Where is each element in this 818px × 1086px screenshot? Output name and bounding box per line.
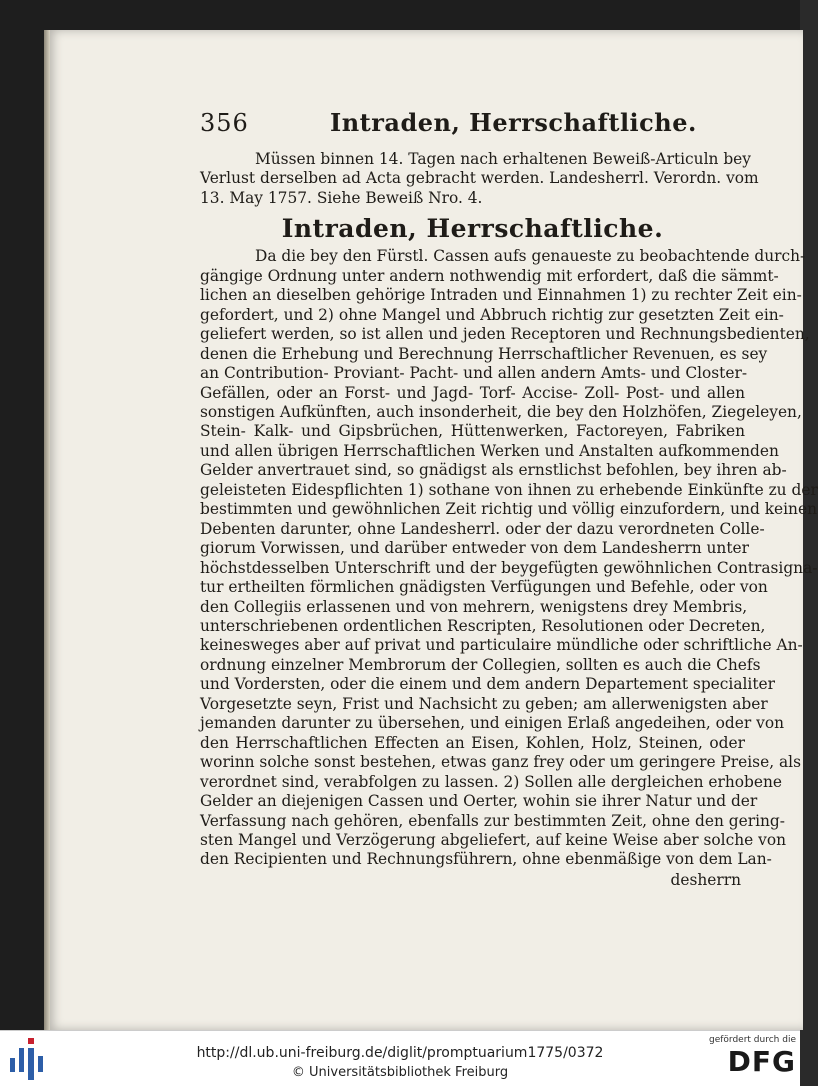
- text-line: Gelder anvertrauet sind, so gnädigst als ernstlichst befohlen, bey ihren ab-: [200, 461, 787, 480]
- text-line: Gefällen, oder an Forst- und Jagd- Torf- Accise- Zoll- Post- und allen: [200, 383, 745, 402]
- dfg-logo-icon: DFG: [727, 1045, 796, 1078]
- copyright-notice: © Universitätsbibliothek Freiburg: [291, 1065, 509, 1080]
- text-line: ordnung einzelner Membrorum der Collegien, sollten es auch die Chefs: [200, 655, 761, 674]
- text-line: höchstdesselben Unterschrift und der beygefügten gewöhnlichen Contrasigna-: [200, 558, 818, 577]
- text-line: tur ertheilten förmlichen gnädigsten Verfügungen und Befehle, oder von: [200, 578, 768, 597]
- text-line: jemanden darunter zu übersehen, und einigen Erlaß angedeihen, oder von: [200, 714, 785, 733]
- text-line: sonstigen Aufkünften, auch insonderheit, die bey den Holzhöfen, Ziegeleyen,: [200, 402, 802, 421]
- text-line: den Collegiis erlassenen und von mehrern, wenigstens drey Membris,: [200, 597, 748, 616]
- text-line: Vorgesetzte seyn, Frist und Nachsicht zu geben; am allerwenigsten aber: [200, 694, 768, 713]
- page-gutter-shadow: [44, 30, 50, 1030]
- text-line: an Contribution- Proviant- Pacht- und allen andern Amts- und Closter-: [200, 364, 748, 383]
- dfg-caption: gefördert durch die: [709, 1035, 796, 1045]
- text-line: den Herrschaftlichen Effecten an Eisen, Kohlen, Holz, Steinen, oder: [200, 733, 745, 752]
- page-text-block: [200, 108, 818, 889]
- text-line: und allen übrigen Herrschaftlichen Werken und Anstalten aufkommenden: [200, 441, 779, 460]
- intro-paragraph: [200, 150, 759, 208]
- text-line: den Recipienten und Rechnungsführern, ohne ebenmäßige von dem Lan-: [200, 850, 772, 869]
- page-header: [200, 108, 745, 140]
- text-line: verordnet sind, verabfolgen zu lassen. 2) Sollen alle dergleichen erhobene: [200, 772, 783, 791]
- body-paragraph: [200, 247, 818, 870]
- text-line: denen die Erhebung und Berechnung Herrschaftlicher Revenuen, es sey: [200, 344, 768, 363]
- text-line: geliefert werden, so ist allen und jeden Receptoren und Rechnungsbedienten,: [200, 325, 810, 344]
- page-number: 356: [200, 109, 249, 137]
- text-line: giorum Vorwissen, und darüber entweder von dem Landesherrn unter: [200, 539, 749, 558]
- text-line: Gelder an diejenigen Cassen und Oerter, wohin sie ihrer Natur und der: [200, 792, 758, 811]
- text-line: Stein- Kalk- und Gipsbrüchen, Hüttenwerken, Factoreyen, Fabriken: [200, 422, 745, 441]
- text-line: Debenten darunter, ohne Landesherrl. oder der dazu verordneten Colle-: [200, 519, 765, 538]
- text-line: Verfassung nach gehören, ebenfalls zur bestimmten Zeit, ohne den gering-: [200, 811, 785, 830]
- section-title: Intraden, Herrschaftliche.: [281, 214, 664, 244]
- viewer-footer: [0, 1030, 800, 1086]
- text-line: Verlust derselben ad Acta gebracht werden. Landesherrl. Verordn. vom: [200, 169, 759, 188]
- dfg-funding-logo: [700, 1035, 796, 1083]
- text-line: gefordert, und 2) ohne Mangel und Abbruch richtig zur gesetzten Zeit ein-: [200, 305, 784, 324]
- text-line: Da die bey den Fürstl. Cassen aufs genaueste zu beobachtende durch-: [255, 247, 806, 266]
- text-line: worinn solche sonst bestehen, etwas ganz frey oder um geringere Preise, als: [200, 753, 801, 772]
- catchword: desherrn: [670, 870, 741, 889]
- text-line: lichen an dieselben gehörige Intraden und Einnahmen 1) zu rechter Zeit ein-: [200, 286, 802, 305]
- text-line: sten Mangel und Verzögerung abgeliefert, auf keine Weise aber solche von: [200, 830, 786, 849]
- permalink-url[interactable]: http://dl.ub.uni-freiburg.de/diglit/promptuarium1775/0372: [196, 1045, 604, 1061]
- text-line: bestimmten und gewöhnlichen Zeit richtig und völlig einzufordern, und keinen: [200, 500, 817, 519]
- text-line: 13. May 1757. Siehe Beweiß Nro. 4.: [200, 188, 483, 207]
- text-line: unterschriebenen ordentlichen Rescripten, Resolutionen oder Decreten,: [200, 616, 766, 635]
- running-title: Intraden, Herrschaftliche.: [330, 108, 697, 137]
- text-line: und Vordersten, oder die einem und dem andern Departement specialiter: [200, 675, 775, 694]
- text-line: geleisteten Eidespflichten 1) sothane von ihnen zu erhebende Einkünfte zu der: [200, 480, 818, 499]
- text-line: Müssen binnen 14. Tagen nach erhaltenen Beweiß-Articuln bey: [255, 150, 751, 168]
- text-line: gängige Ordnung unter andern nothwendig mit erfordert, daß die sämmt-: [200, 266, 779, 285]
- text-line: keinesweges aber auf privat und particulaire mündliche oder schriftliche An-: [200, 636, 803, 655]
